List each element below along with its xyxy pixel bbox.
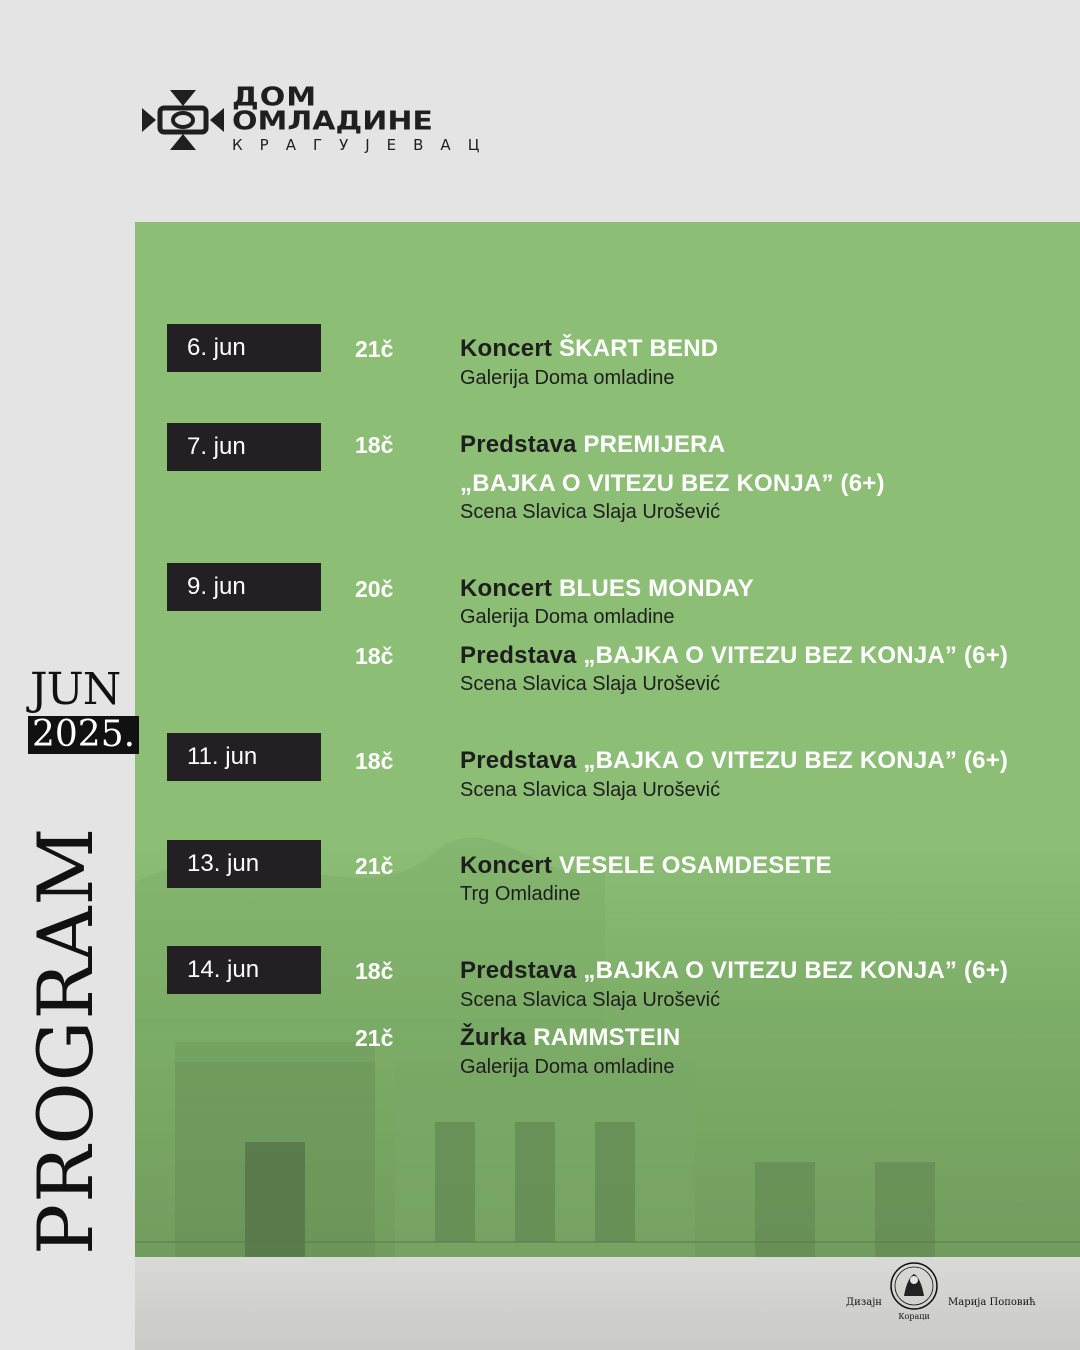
event-name: BLUES MONDAY	[558, 575, 754, 602]
event-time: 20č	[355, 576, 394, 602]
event-kind: Koncert	[460, 575, 553, 602]
month-label: JUN	[30, 664, 121, 715]
date-box: 14. jun	[167, 946, 321, 994]
event-name: „BAJKA O VITEZU BEZ KONJA” (6+)	[583, 957, 1009, 984]
event-time: 18č	[355, 958, 394, 984]
designer-logo-text: Кораци	[898, 1312, 930, 1321]
logo-line1: ДОМ	[232, 82, 318, 113]
event-venue: Trg Omladine	[460, 883, 581, 905]
event-title	[460, 431, 725, 459]
event-name: ŠKART BEND	[558, 335, 719, 362]
event-title-line2: „BAJKA O VITEZU BEZ KONJA” (6+)	[460, 470, 885, 497]
event-time: 18č	[355, 432, 394, 458]
event-kind: Žurka	[460, 1024, 527, 1051]
event-kind: Predstava	[460, 957, 577, 984]
event-name: „BAJKA O VITEZU BEZ KONJA” (6+)	[583, 747, 1009, 774]
event-kind: Predstava	[460, 431, 577, 458]
event-name: „BAJKA O VITEZU BEZ KONJA” (6+)	[583, 642, 1009, 669]
event-time: 21č	[355, 336, 394, 362]
event-time: 18č	[355, 643, 394, 669]
event-kind: Koncert	[460, 335, 553, 362]
event-name: RAMMSTEIN	[533, 1024, 681, 1051]
date-box: 9. jun	[167, 563, 321, 611]
event-name: VESELE OSAMDESETE	[558, 852, 832, 879]
year-label: 2025.	[28, 716, 139, 754]
event-time: 21č	[355, 853, 394, 879]
date-box: 6. jun	[167, 324, 321, 372]
event-venue: Scena Slavica Slaja Urošević	[460, 501, 721, 523]
event-time: 18č	[355, 748, 394, 774]
event-title	[460, 335, 718, 363]
event-venue: Galerija Doma omladine	[460, 1056, 675, 1078]
date-box: 7. jun	[167, 423, 321, 471]
event-title	[460, 957, 1008, 985]
logo-mark-icon	[140, 88, 226, 152]
event-venue: Scena Slavica Slaja Urošević	[460, 673, 721, 695]
program-label: PROGRAM	[21, 826, 110, 1255]
logo	[140, 82, 560, 158]
event-venue: Galerija Doma omladine	[460, 367, 675, 389]
event-title	[460, 575, 754, 603]
event-kind: Predstava	[460, 747, 577, 774]
event-title	[460, 852, 832, 880]
logo-line2: ОМЛАДИНЕ	[232, 106, 433, 137]
event-name: PREMIJERA	[583, 431, 726, 458]
event-venue: Scena Slavica Slaja Urošević	[460, 989, 721, 1011]
event-title	[460, 642, 1008, 670]
date-box: 11. jun	[167, 733, 321, 781]
credit-label: Дизајн	[846, 1297, 882, 1308]
event-title	[460, 1024, 680, 1052]
event-title	[460, 747, 1008, 775]
logo-city: КРАГУЈЕВАЦ	[232, 136, 497, 154]
event-venue: Scena Slavica Slaja Urošević	[460, 779, 721, 801]
event-time: 21č	[355, 1025, 394, 1051]
event-venue: Galerija Doma omladine	[460, 606, 675, 628]
date-box: 13. jun	[167, 840, 321, 888]
event-kind: Predstava	[460, 642, 577, 669]
credit-designer: Марија Поповић	[948, 1297, 1036, 1308]
designer-logo-icon	[886, 1262, 942, 1324]
event-kind: Koncert	[460, 852, 553, 879]
